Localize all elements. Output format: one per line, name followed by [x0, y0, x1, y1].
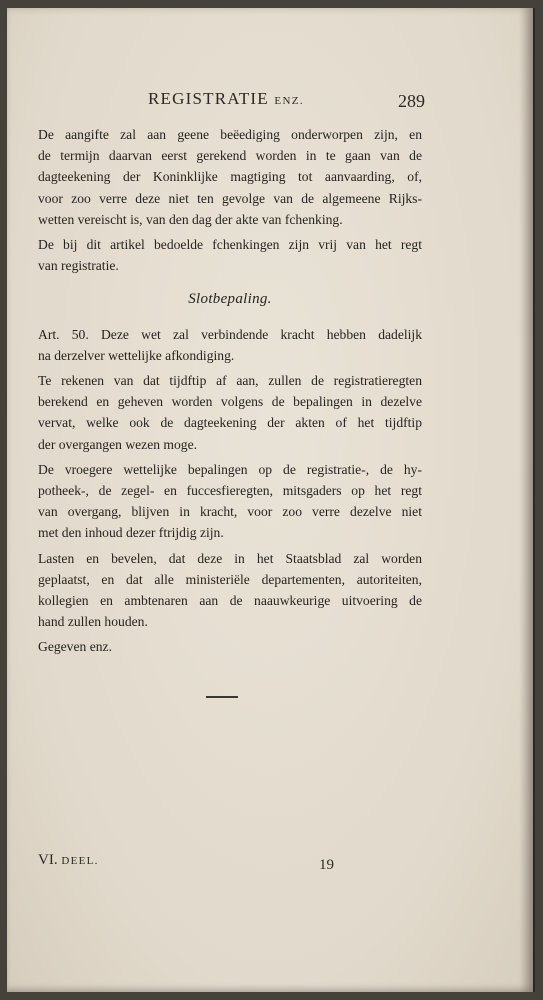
text-line: dagteekening der Koninklijke magtiging tot aanvaarding, of,: [38, 169, 422, 185]
paragraph-1: [38, 124, 422, 230]
text-line: De bij dit artikel bedoelde fchenkingen zijn vrij van het regt: [38, 237, 422, 253]
book-page: [7, 8, 535, 992]
text-line: De aangifte zal aan geene beëediging onderworpen zijn, en: [38, 127, 422, 142]
signature-number: 19: [319, 857, 334, 873]
signature-main: VI.: [38, 852, 58, 868]
text-line: hand zullen houden.: [38, 614, 148, 630]
signature-small: DEEL.: [61, 855, 99, 867]
text-line: geplaatst, en dat alle ministeriële departementen, autoriteiten,: [38, 571, 422, 587]
body-text: [38, 124, 422, 662]
text-line: kollegien en ambtenaren aan de naauwkeurige uitvoering de: [38, 593, 422, 609]
text-line: voor zoo verre deze niet ten gevolge van de algemeene Rijks-: [38, 190, 422, 206]
running-head-small: ENZ.: [274, 95, 305, 107]
running-head: [148, 89, 304, 109]
paragraph-5: [38, 459, 422, 544]
paragraph-2: [38, 234, 422, 276]
signature-mark: [38, 852, 99, 869]
text-line: Gegeven enz.: [38, 639, 112, 655]
text-line: De vroegere wettelijke bepalingen op de registratie-, de hy-: [38, 461, 422, 477]
closing-rule: [206, 696, 238, 698]
paragraph-6: [38, 548, 422, 633]
text-line: van overgang, blijven in kracht, voor zoo verre dezelve niet: [38, 504, 422, 520]
text-line: met den inhoud dezer ftrijdig zijn.: [38, 525, 224, 541]
page-number: 289: [398, 91, 425, 111]
text-line: Te rekenen van dat tijdftip af aan, zullen de registratieregten: [38, 373, 422, 389]
paragraph-7: [38, 636, 422, 657]
text-line: Art. 50. Deze wet zal verbindende kracht hebben dadelijk: [38, 326, 422, 342]
page-header: [7, 89, 533, 117]
text-line: der overgangen wezen moge.: [38, 436, 198, 452]
text-line: na derzelver wettelijke afkondiging.: [38, 347, 235, 363]
text-line: potheek-, de zegel- en fuccesfieregten, mitsgaders op het regt: [38, 483, 422, 499]
paragraph-3: [38, 324, 422, 366]
page-edge-shadow: [519, 8, 533, 992]
text-line: van registratie.: [38, 258, 119, 274]
section-title: Slotbepaling.: [188, 291, 272, 308]
text-line: berekend en geheven worden volgens de bepalingen in dezelve: [38, 394, 422, 410]
text-line: wetten vereischt is, van den dag der akte van fchenking.: [38, 211, 343, 227]
paragraph-4: [38, 370, 422, 455]
running-head-main: REGISTRATIE: [148, 89, 269, 108]
text-line: de termijn daarvan eerst gerekend worden in te gaan van de: [38, 148, 422, 164]
text-line: Lasten en bevelen, dat deze in het Staatsblad zal worden: [38, 550, 422, 566]
text-line: vervat, welke ook de dagteekening der akten of het tijdftip: [38, 415, 422, 431]
